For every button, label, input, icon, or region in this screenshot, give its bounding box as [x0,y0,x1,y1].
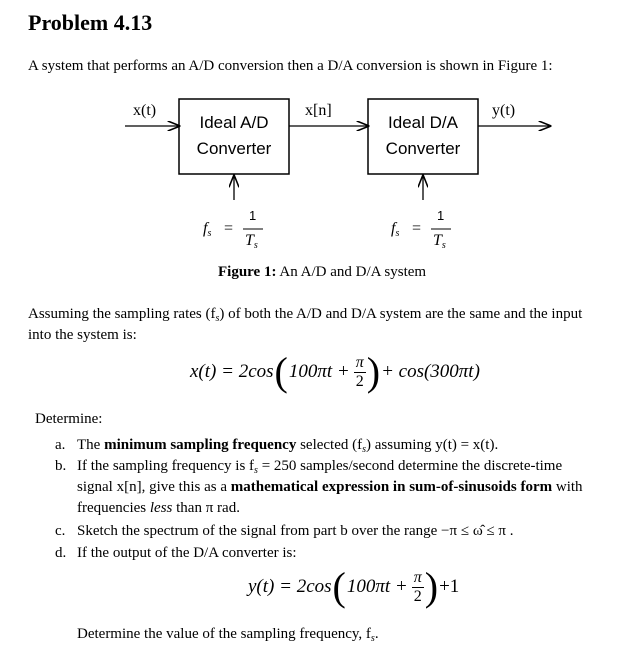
figure-caption: Figure 1: An A/D and D/A system [218,264,427,280]
ad-fs-label: $f_s$ [203,220,212,239]
item-a: a. The minimum sampling frequency selected $(f_s)$ assuming y(t) = x(t). [55,437,499,455]
item-c: c. Sketch the spectrum of the signal from part b over the range −π ≤ ω̂ ≤ π . [55,523,514,539]
da-converter-block [368,99,478,174]
ad-fs-equals: = [224,220,234,237]
input-equation: x(t) = 2cos ( 100πt + $\frac{\pi}{2}$ ) + cos(300πt) [190,349,480,394]
da-fs-denominator: $T_s$ [433,232,446,251]
da-label-line2: Converter [385,139,461,158]
ad-converter-block [179,99,289,174]
da-label-line1: Ideal D/A [388,113,458,132]
final-question: Determine the value of the sampling frequency, $f_s$. [77,626,379,644]
block-diagram [0,0,644,290]
da-fs-label: $f_s$ [391,220,400,239]
item-b-line1: b. If the sampling frequency is $f_s = 250$ samples/second determine the discrete-time [55,458,563,476]
input-signal-label: x(t) [133,102,157,119]
da-fs-numerator: 1 [437,208,445,223]
mid-signal-label: x[n] [305,102,332,119]
ad-fs-denominator: $T_s$ [245,232,258,251]
item-b-line3: frequencies less than π rad. [77,500,240,516]
ad-label-line1: Ideal A/D [199,113,269,132]
output-equation: y(t) = 2cos ( 100πt + $\frac{\pi}{2}$ ) +1 [248,564,460,609]
da-fs-equals: = [412,220,422,237]
assumption-line2: into the system is: [28,327,137,343]
assumption-line1: Assuming the sampling rates $(f_s)$ of both the A/D and D/A system are the same and the input [28,306,583,324]
item-d: d. If the output of the D/A converter is: [55,545,297,561]
ad-label-line2: Converter [196,139,272,158]
item-b-line2: signal x[n], give this as a mathematical expression in sum-of-sinusoids form with [77,479,583,495]
ad-fs-numerator: 1 [249,208,257,223]
problem-title: Problem 4.13 [28,10,153,35]
determine-label: Determine: [35,411,103,427]
intro-text: A system that performs an A/D conversion then a D/A conversion is shown in Figure 1: [28,58,553,74]
output-signal-label: y(t) [492,102,516,119]
